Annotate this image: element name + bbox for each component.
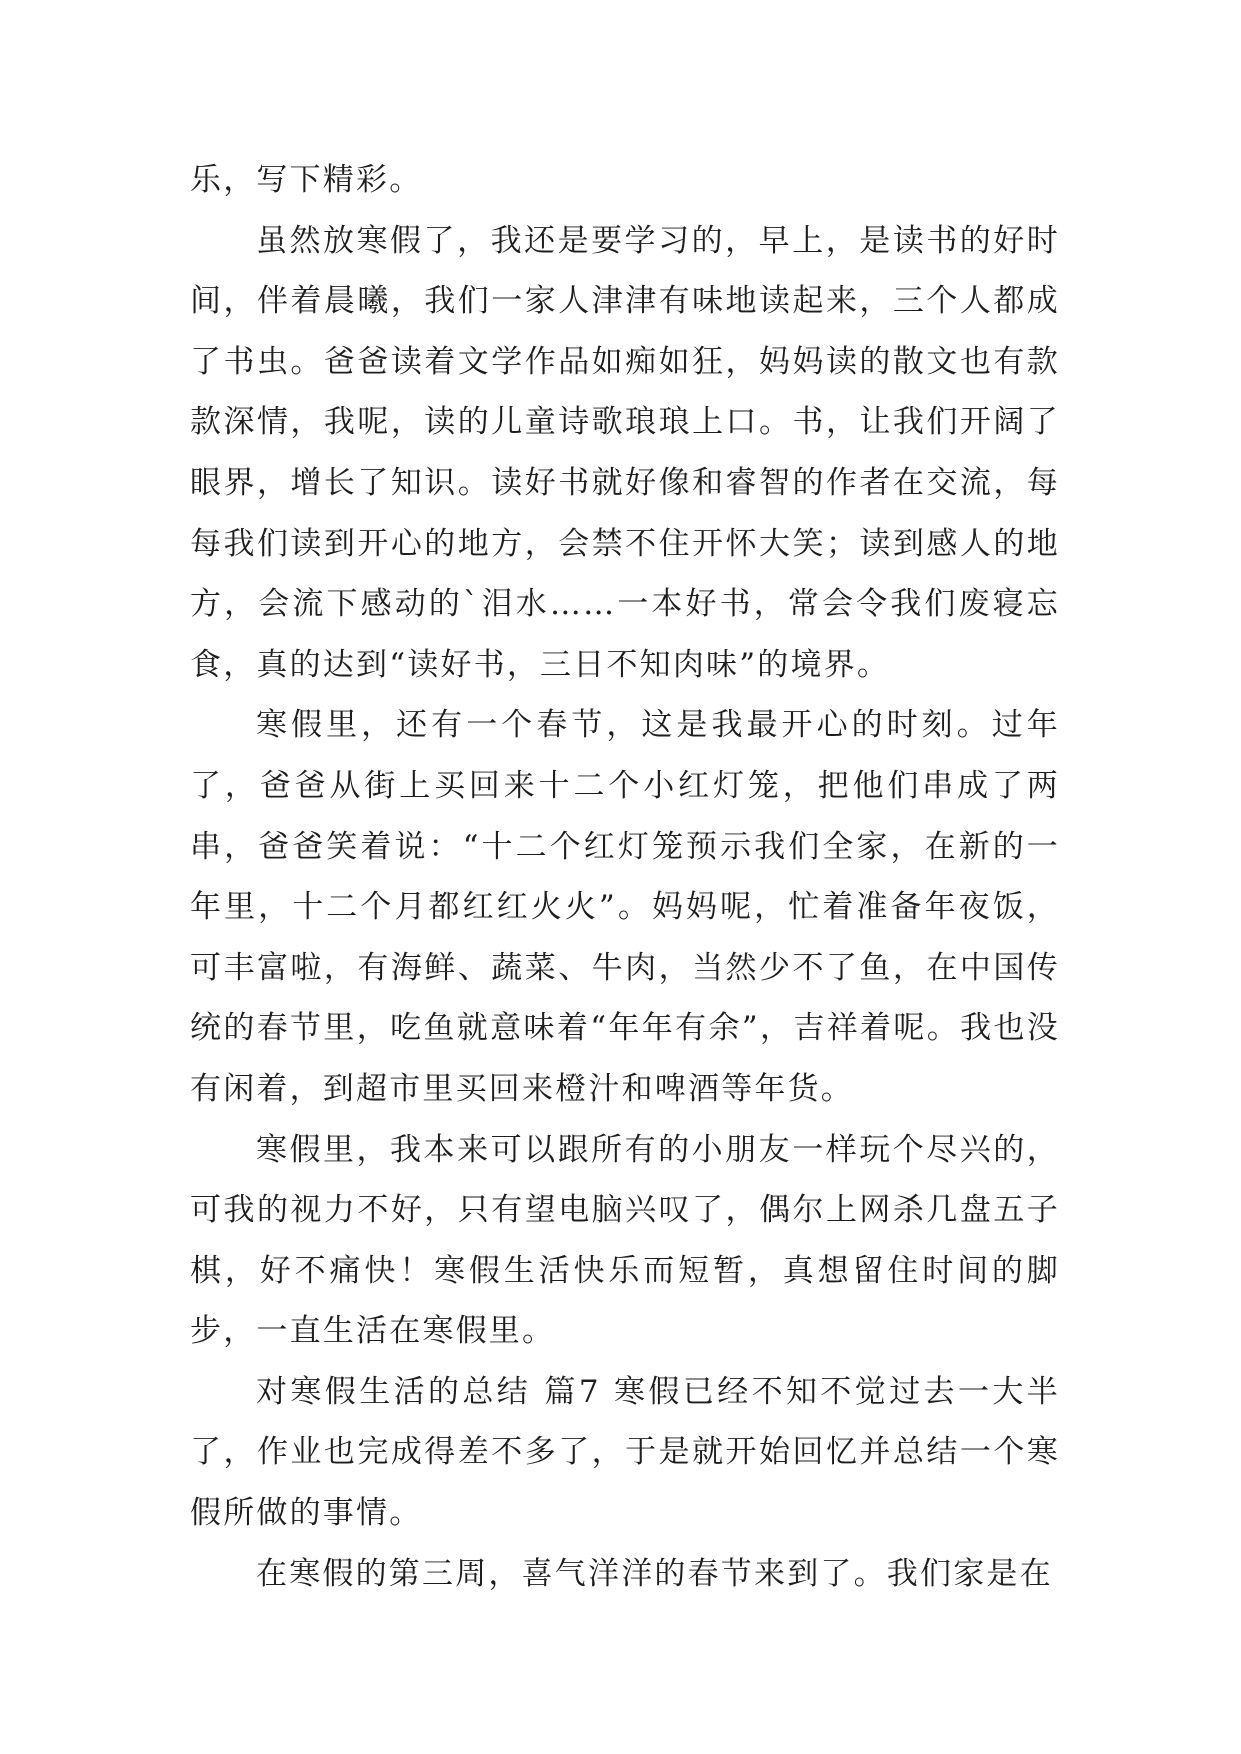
paragraph-third-week: 在寒假的第三周，喜气洋洋的春节来到了。我们家是在 xyxy=(256,1555,1053,1592)
paragraph-continuation: 乐，写下精彩。 xyxy=(190,162,423,198)
document-page xyxy=(190,150,1060,1604)
paragraph-computer: 寒假里，我本来可以跟所有的小朋友一样玩个尽兴的，可我的视力不好，只有望电脑兴叹了，偶尔上网杀几盘五子棋，好不痛快！寒假生活快乐而短暂，真想留住时间的脚步，一直生活在寒假里。 xyxy=(190,1131,1060,1350)
paragraph-reading: 虽然放寒假了，我还是要学习的，早上，是读书的好时间，伴着晨曦，我们一家人津津有味地读起来，三个人都成了书虫。爸爸读着文学作品如痴如狂，妈妈读的散文也有款款深情，我呢，读的儿童诗歌琅琅上口。书，让我们开阔了眼界，增长了知识。读好书就好像和睿智的作者在交流，每每我们读到开心的地方，会禁不住开怀大笑；读到感人的地方，会流下感动的`泪水……一本好书，常会令我们废寝忘食，真的达到“读好书，三日不知肉味”的境界。 xyxy=(190,222,1060,683)
paragraph-spring-festival: 寒假里，还有一个春节，这是我最开心的时刻。过年了，爸爸从街上买回来十二个小红灯笼，把他们串成了两串，爸爸笑着说：“十二个红灯笼预示我们全家，在新的一年里，十二个月都红红火火”。妈妈呢，忙着准备年夜饭，可丰富啦，有海鲜、蔬菜、牛肉，当然少不了鱼，在中国传统的春节里，吃鱼就意味着“年年有余”，吉祥着呢。我也没有闲着，到超市里买回来橙汁和啤酒等年货。 xyxy=(190,707,1060,1107)
paragraph-section-7: 对寒假生活的总结 篇7 寒假已经不知不觉过去一大半了，作业也完成得差不多了，于是就开始回忆并总结一个寒假所做的事情。 xyxy=(190,1373,1060,1532)
